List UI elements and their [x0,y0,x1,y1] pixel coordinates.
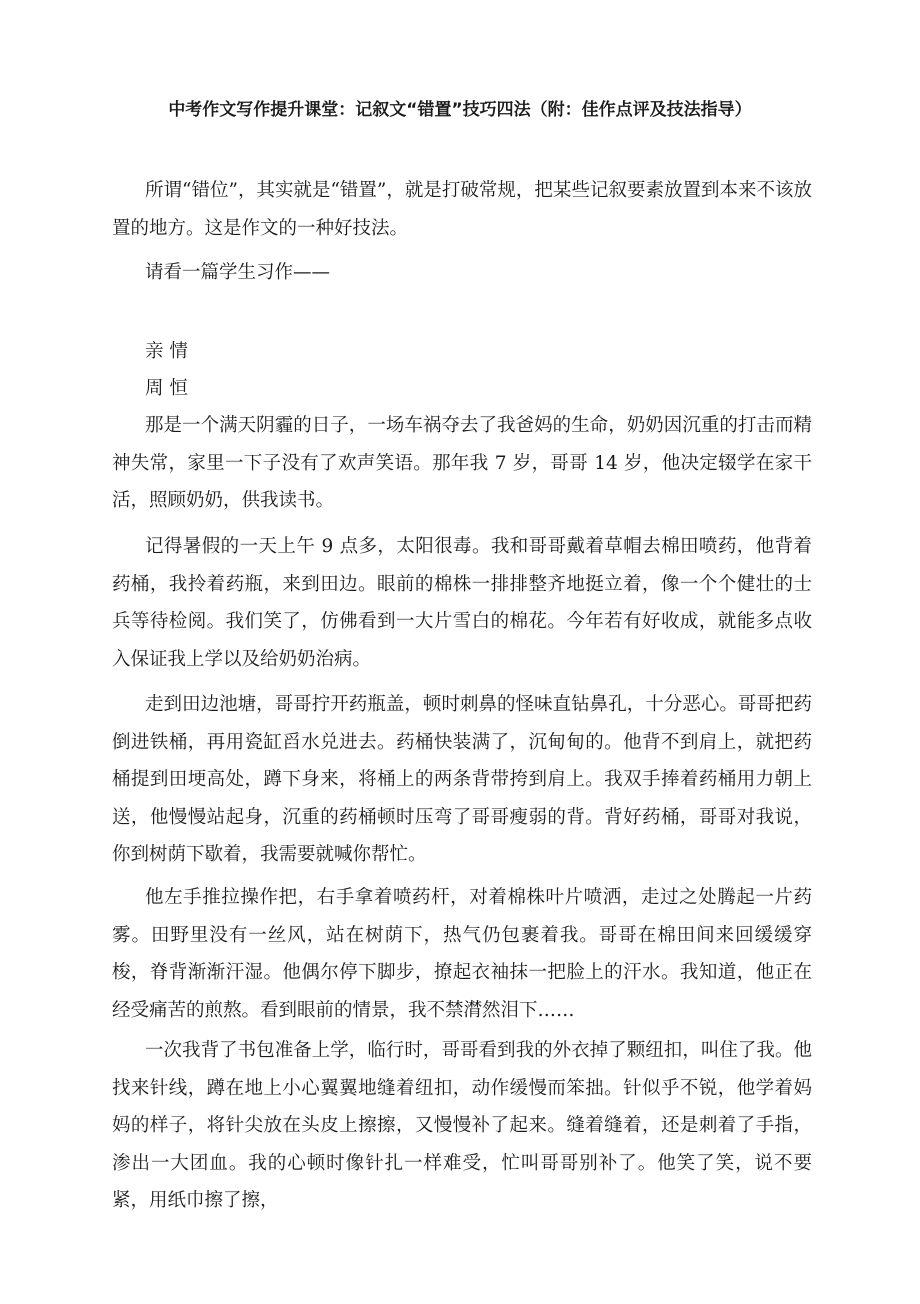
essay-paragraph-3: 走到田边池塘，哥哥拧开药瓶盖，顿时刺鼻的怪味直钻鼻孔，十分恶心。哥哥把药倒进铁桶，再用瓷缸舀水兑进去。药桶快装满了，沉甸甸的。他背不到肩上，就把药桶提到田埂高处，蹲下身来，将桶上的两条背带挎到肩上。我双手捧着药桶用力朝上送，他慢慢站起身，沉重的药桶顿时压弯了哥哥瘦弱的背。背好药桶，哥哥对我说，你到树荫下歇着，我需要就喊你帮忙。 [112,694,812,865]
essay-author: 周 恒 [145,378,188,399]
essay-paragraph-4: 他左手推拉操作把，右手拿着喷药杆，对着棉株叶片喷洒，走过之处腾起一片药雾。田野里没有一丝风，站在树荫下，热气仍包裹着我。哥哥在棉田间来回缓缓穿梭，脊背渐渐汗湿。他偶尔停下脚步，撩起衣袖抹一把脸上的汗水。我知道，他正在经受痛苦的煎熬。看到眼前的情景，我不禁潸然泪下…… [112,887,812,1021]
document-title: 中考作文写作提升课堂：记叙文“错置”技巧四法（附：佳作点评及技法指导） [168,100,752,120]
essay-paragraph-5: 一次我背了书包准备上学，临行时，哥哥看到我的外衣掉了颗纽扣，叫住了我。他找来针线，蹲在地上小心翼翼地缝着纽扣，动作缓慢而笨拙。针似乎不锐，他学着妈妈的样子，将针尖放在头皮上擦擦，又慢慢补了起来。缝着缝着，还是刺着了手指，渗出一大团血。我的心顿时像针扎一样难受，忙叫哥哥别补了。他笑了笑，说不要紧，用纸巾擦了擦， [112,1040,812,1211]
essay-paragraph-2: 记得暑假的一天上午 9 点多，太阳很毒。我和哥哥戴着草帽去棉田喷药，他背着药桶，我拎着药瓶，来到田边。眼前的棉株一排排整齐地挺立着，像一个个健壮的士兵等待检阅。我们笑了，仿佛看到一大片雪白的棉花。今年若有好收成，就能多点收入保证我上学以及给奶奶治病。 [112,536,812,670]
essay-paragraph-1: 那是一个满天阴霾的日子，一场车祸夺去了我爸妈的生命，奶奶因沉重的打击而精神失常，家里一下子没有了欢声笑语。那年我 7 岁，哥哥 14 岁，他决定辍学在家干活，照顾奶奶，供我读书。 [112,415,812,511]
intro-paragraph-1: 所谓“错位”，其实就是“错置”，就是打破常规，把某些记叙要素放置到本来不该放置的地方。这是作文的一种好技法。 [112,180,812,239]
essay-title: 亲 情 [145,341,188,362]
intro-paragraph-2: 请看一篇学生习作—— [145,262,331,283]
